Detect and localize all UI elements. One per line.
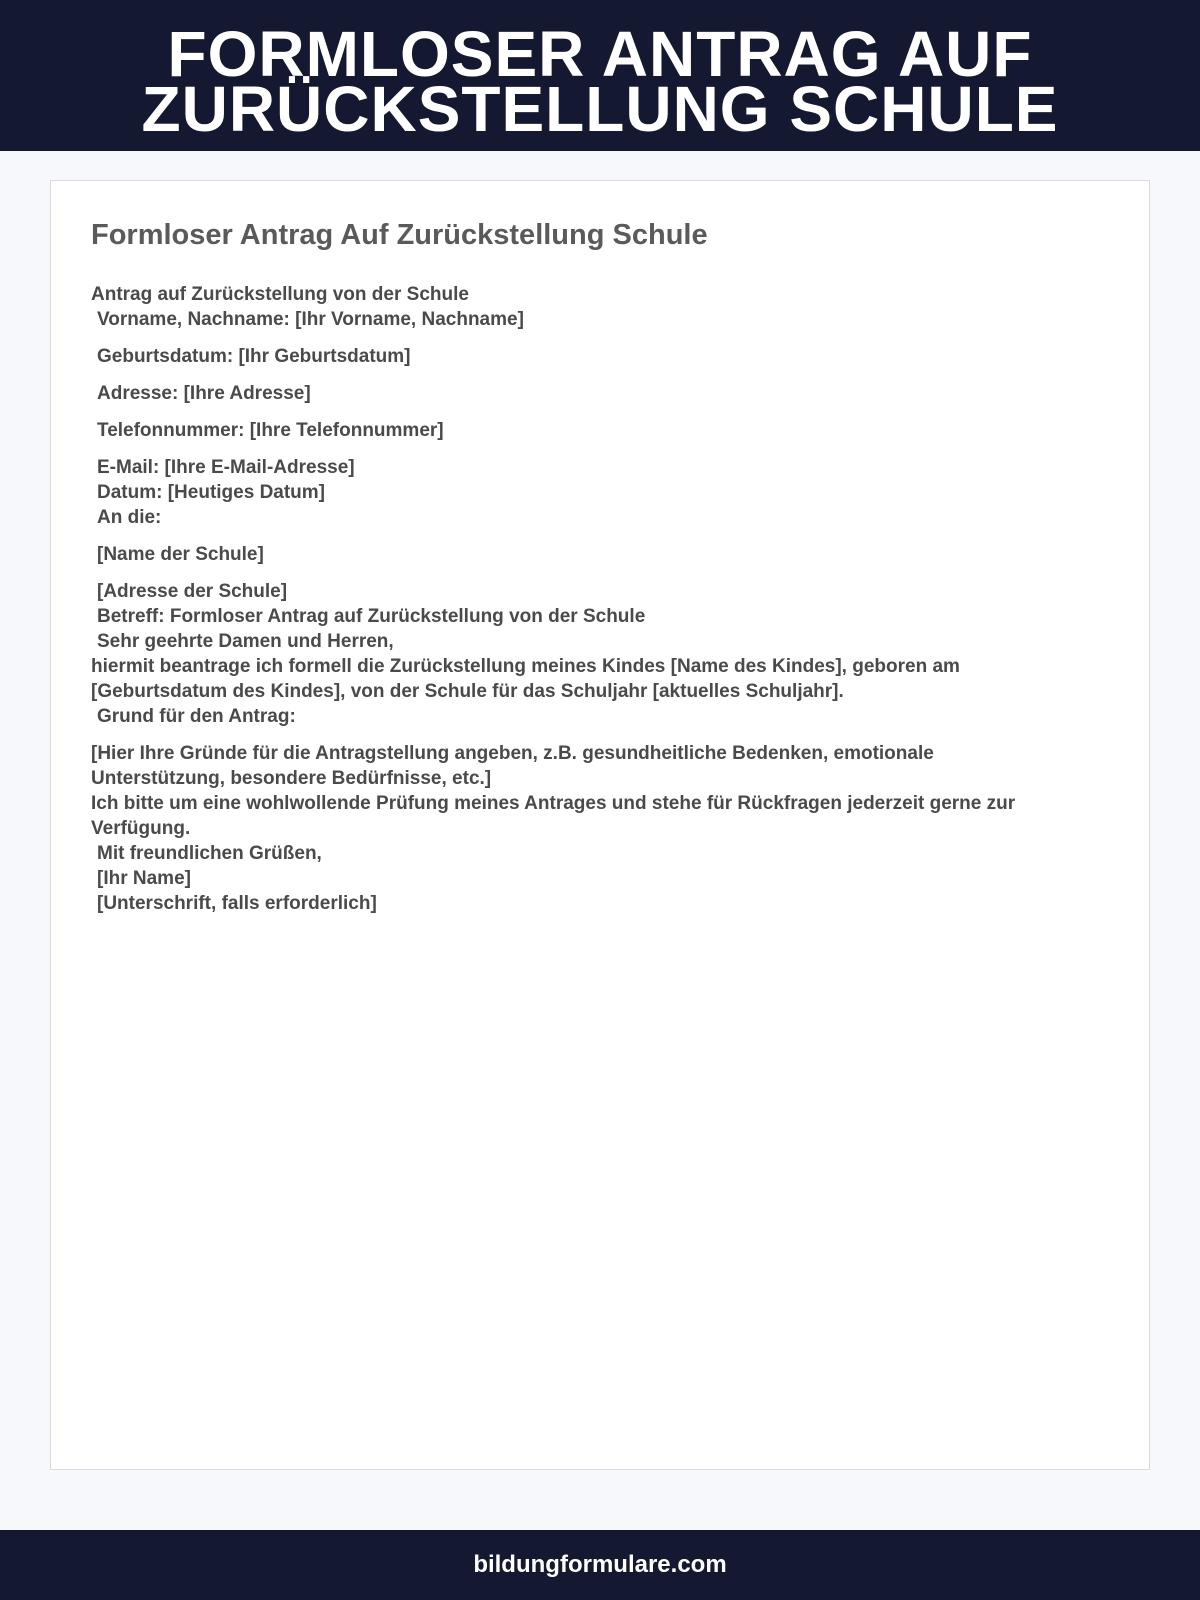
page-footer: [0, 1530, 1200, 1600]
request-line-1: hiermit beantrage ich formell die Zurückstellung meines Kindes [Name des Kindes], geboren am: [91, 656, 960, 677]
page-header-title-line1: FORMLOSER ANTRAG AUF: [167, 18, 1033, 90]
reason-line-2: Unterstützung, besondere Bedürfnisse, etc.]: [91, 768, 492, 789]
sender-birthdate-line: Geburtsdatum: [Ihr Geburtsdatum]: [97, 346, 411, 367]
recipient-label: An die:: [97, 507, 162, 528]
page-header-title: [0, 18, 1200, 145]
document-title: Formloser Antrag Auf Zurückstellung Schule: [91, 219, 708, 251]
reason-line-1: [Hier Ihre Gründe für die Antragstellung angeben, z.B. gesundheitliche Bedenken, emotionale: [91, 743, 934, 764]
sender-address-line: Adresse: [Ihre Adresse]: [97, 383, 311, 404]
closing-line-1: Ich bitte um eine wohlwollende Prüfung meines Antrages und stehe für Rückfragen jederzeit gerne zur: [91, 793, 1016, 814]
closing-line-2: Verfügung.: [91, 818, 191, 839]
letter-date-line: Datum: [Heutiges Datum]: [97, 482, 326, 503]
sender-name-line: Vorname, Nachname: [Ihr Vorname, Nachname]: [97, 309, 524, 330]
document-card: [50, 180, 1150, 1470]
your-name-line: [Ihr Name]: [97, 868, 191, 889]
sender-phone-line: Telefonnummer: [Ihre Telefonnummer]: [97, 420, 444, 441]
school-address-line: [Adresse der Schule]: [97, 581, 288, 602]
sender-email-line: E-Mail: [Ihre E-Mail-Adresse]: [97, 457, 355, 478]
page-header-title-line2: ZURÜCKSTELLUNG SCHULE: [141, 73, 1059, 145]
letter-heading: Antrag auf Zurückstellung von der Schule: [91, 284, 469, 305]
signature-line: [Unterschrift, falls erforderlich]: [97, 893, 377, 914]
salutation-line: Sehr geehrte Damen und Herren,: [97, 631, 394, 652]
request-line-2: [Geburtsdatum des Kindes], von der Schule für das Schuljahr [aktuelles Schuljahr].: [91, 681, 844, 702]
regards-line: Mit freundlichen Grüßen,: [97, 843, 322, 864]
footer-site-link[interactable]: bildungformulare.com: [473, 1551, 727, 1578]
document-body: [91, 282, 1131, 916]
subject-line: Betreff: Formloser Antrag auf Zurückstellung von der Schule: [97, 606, 646, 627]
page-header-banner: [0, 0, 1200, 151]
reason-heading: Grund für den Antrag:: [97, 706, 296, 727]
school-name-line: [Name der Schule]: [97, 544, 264, 565]
